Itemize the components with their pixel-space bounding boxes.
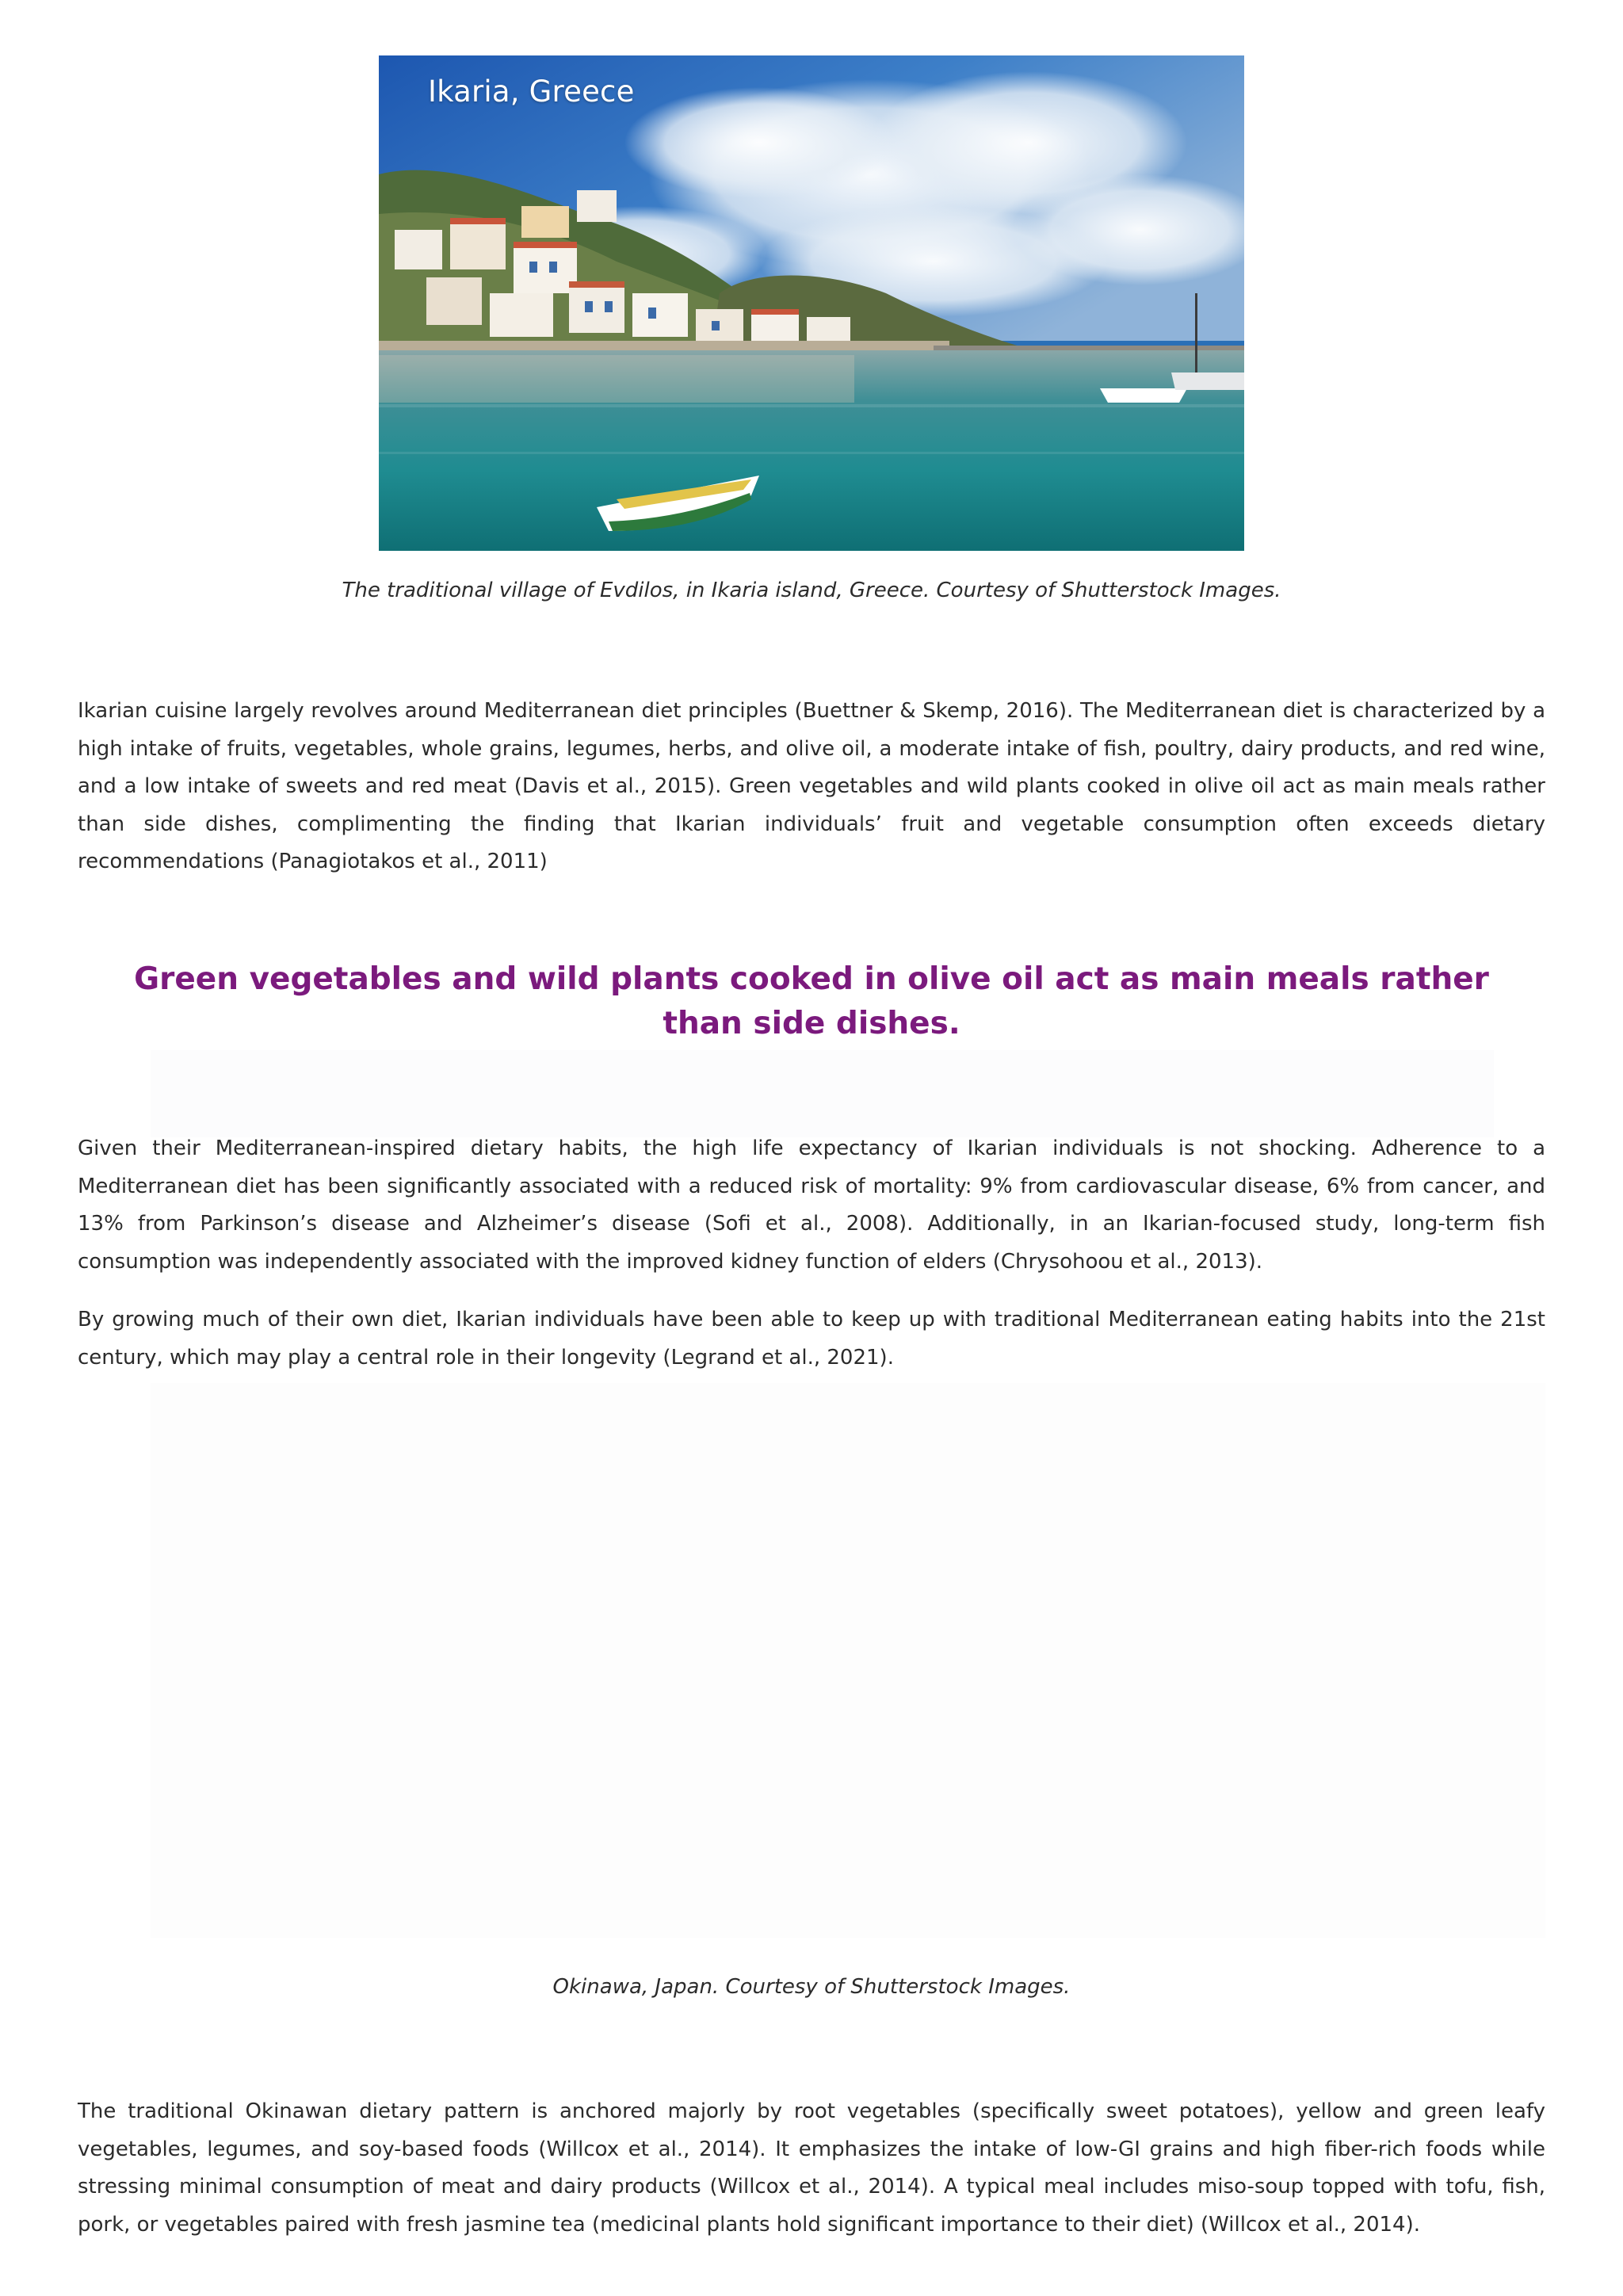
paragraph-longevity: By growing much of their own diet, Ikarian individuals have been able to keep up with traditional Mediterranean eating habits into the 21st century, which may play a central role in their longevity (Legrand et al., 2021).	[78, 1308, 1545, 1370]
paragraph-okinawan-diet: The traditional Okinawan dietary pattern is anchored majorly by root vegetables (specifically sweet potatoes), yellow and green leafy vegetables, legumes, and soy-based foods (Willcox et al., 2014). It emphasizes the intake of low-GI grains and high fiber-rich foods while stressing minimal consumption of meat and dairy products (Willcox et al., 2014). A typical meal includes miso-soup topped with tofu, fish, pork, or vegetables paired with fresh jasmine tea (medicinal plants hold significant importance to their diet) (Willcox et al., 2014).	[78, 2099, 1545, 2237]
ikaria-photo-caption: The traditional village of Evdilos, in Ikaria island, Greece. Courtesy of Shutterstock Images.	[342, 579, 1281, 602]
paragraph-mortality: Given their Mediterranean-inspired dietary habits, the high life expectancy of Ikarian individuals is not shocking. Adherence to a Mediterranean diet has been significantly associated with a reduced risk of mortality: 9% from cardiovascular disease, 6% from cancer, and 13% from Parkinson’s disease and Alzheimer’s disease (Sofi et al., 2008). Additionally, in an Ikarian-focused study, long-term fish consumption was independently associated with the improved kidney function of elders (Chrysohoou et al., 2013).	[78, 1137, 1545, 1274]
paragraph-ikarian-cuisine: Ikarian cuisine largely revolves around Mediterranean diet principles (Buettner & Skemp, 2016). The Mediterranean diet is characterized by a high intake of fruits, vegetables, whole grains, legumes, herbs, and olive oil, a moderate intake of fish, poultry, dairy products, and red wine, and a low intake of sweets and red meat (Davis et al., 2015). Green vegetables and wild plants cooked in olive oil act as main meals rather than side dishes, complimenting the finding that Ikarian individuals’ fruit and vegetable consumption often exceeds dietary recommendations (Panagiotakos et al., 2011)	[78, 699, 1545, 873]
okinawa-photo-caption: Okinawa, Japan. Courtesy of Shutterstock Images.	[552, 1975, 1071, 1999]
ikaria-harbor-photo	[379, 55, 1244, 551]
pull-quote: Green vegetables and wild plants cooked in olive oil act as main meals rather than side dishes.	[134, 961, 1489, 1041]
okinawa-photo	[151, 1383, 1545, 1938]
pull-quote-background	[151, 1050, 1494, 1137]
harbor-illustration	[379, 55, 1244, 551]
photo-overlay-title: Ikaria, Greece	[428, 74, 635, 109]
